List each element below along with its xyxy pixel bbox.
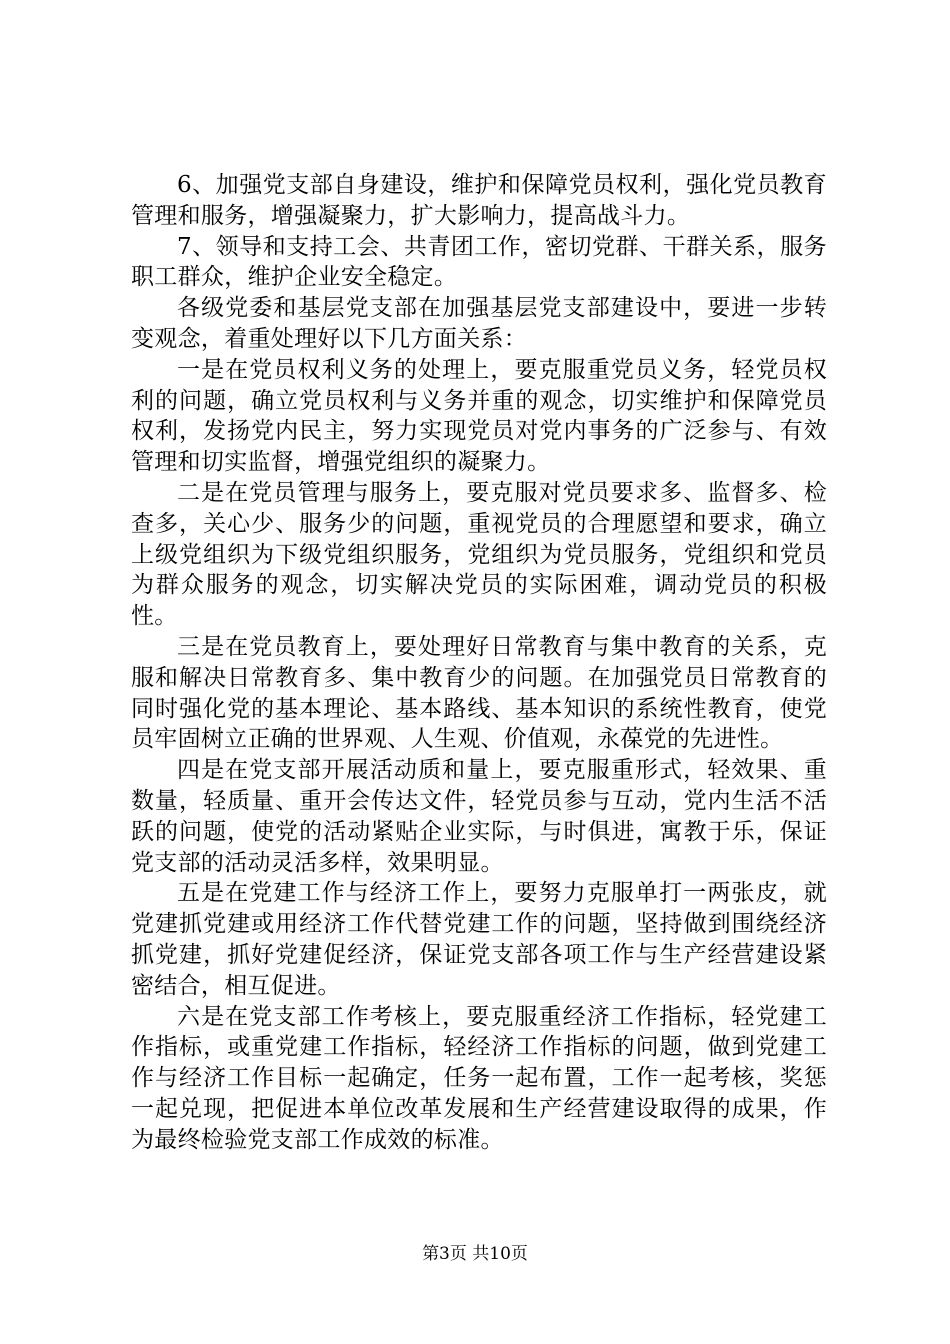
paragraph-intro-relations: 各级党委和基层党支部在加强基层党支部建设中，要进一步转变观念，着重处理好以下几方面关系： (131, 295, 827, 352)
paragraph-item-7: 7、领导和支持工会、共青团工作，密切党群、干群关系，服务职工群众，维护企业安全稳定。 (131, 233, 827, 291)
paragraph-relation-6: 六是在党支部工作考核上，要克服重经济工作指标，轻党建工作指标，或重党建工作指标，轻经济工作指标的问题，做到党建工作与经济工作目标一起确定，任务一起布置，工作一起考核，奖惩一起兑现，把促进本单位改革发展和生产经营建设取得的成果，作为最终检验党支部工作成效的标准。 (131, 1003, 827, 1153)
page-number-footer: 第3页 共10页 (422, 1244, 528, 1264)
paragraph-relation-4: 四是在党支部开展活动质和量上，要克服重形式，轻效果、重数量，轻质量、重开会传达文件，轻党员参与互动，党内生活不活跃的问题，使党的活动紧贴企业实际，与时俱进，寓教于乐，保证党支部的活动灵活多样，效果明显。 (131, 757, 827, 876)
paragraph-relation-3: 三是在党员教育上，要处理好日常教育与集中教育的关系，克服和解决日常教育多、集中教育少的问题。在加强党员日常教育的同时强化党的基本理论、基本路线、基本知识的系统性教育，使党员牢固树立正确的世界观、人生观、价值观，永葆党的先进性。 (131, 633, 827, 753)
paragraph-item-6: 6、加强党支部自身建设，维护和保障党员权利，强化党员教育管理和服务，增强凝聚力，扩大影响力，提高战斗力。 (131, 172, 827, 229)
paragraph-relation-5: 五是在党建工作与经济工作上，要努力克服单打一两张皮，就党建抓党建或用经济工作代替党建工作的问题，坚持做到围绕经济抓党建，抓好党建促经济，保证党支部各项工作与生产经营建设紧密结合，相互促进。 (131, 880, 827, 999)
document-body (131, 170, 827, 1156)
paragraph-relation-2: 二是在党员管理与服务上，要克服对党员要求多、监督多、检查多，关心少、服务少的问题，重视党员的合理愿望和要求，确立上级党组织为下级党组织服务，党组织为党员服务，党组织和党员为群众服务的观念，切实解决党员的实际困难，调动党员的积极性。 (131, 479, 827, 630)
paragraph-relation-1: 一是在党员权利义务的处理上，要克服重党员义务，轻党员权利的问题，确立党员权利与义务并重的观念，切实维护和保障党员权利，发扬党内民主，努力实现党员对党内事务的广泛参与、有效管理和切实监督，增强党组织的凝聚力。 (131, 356, 827, 476)
